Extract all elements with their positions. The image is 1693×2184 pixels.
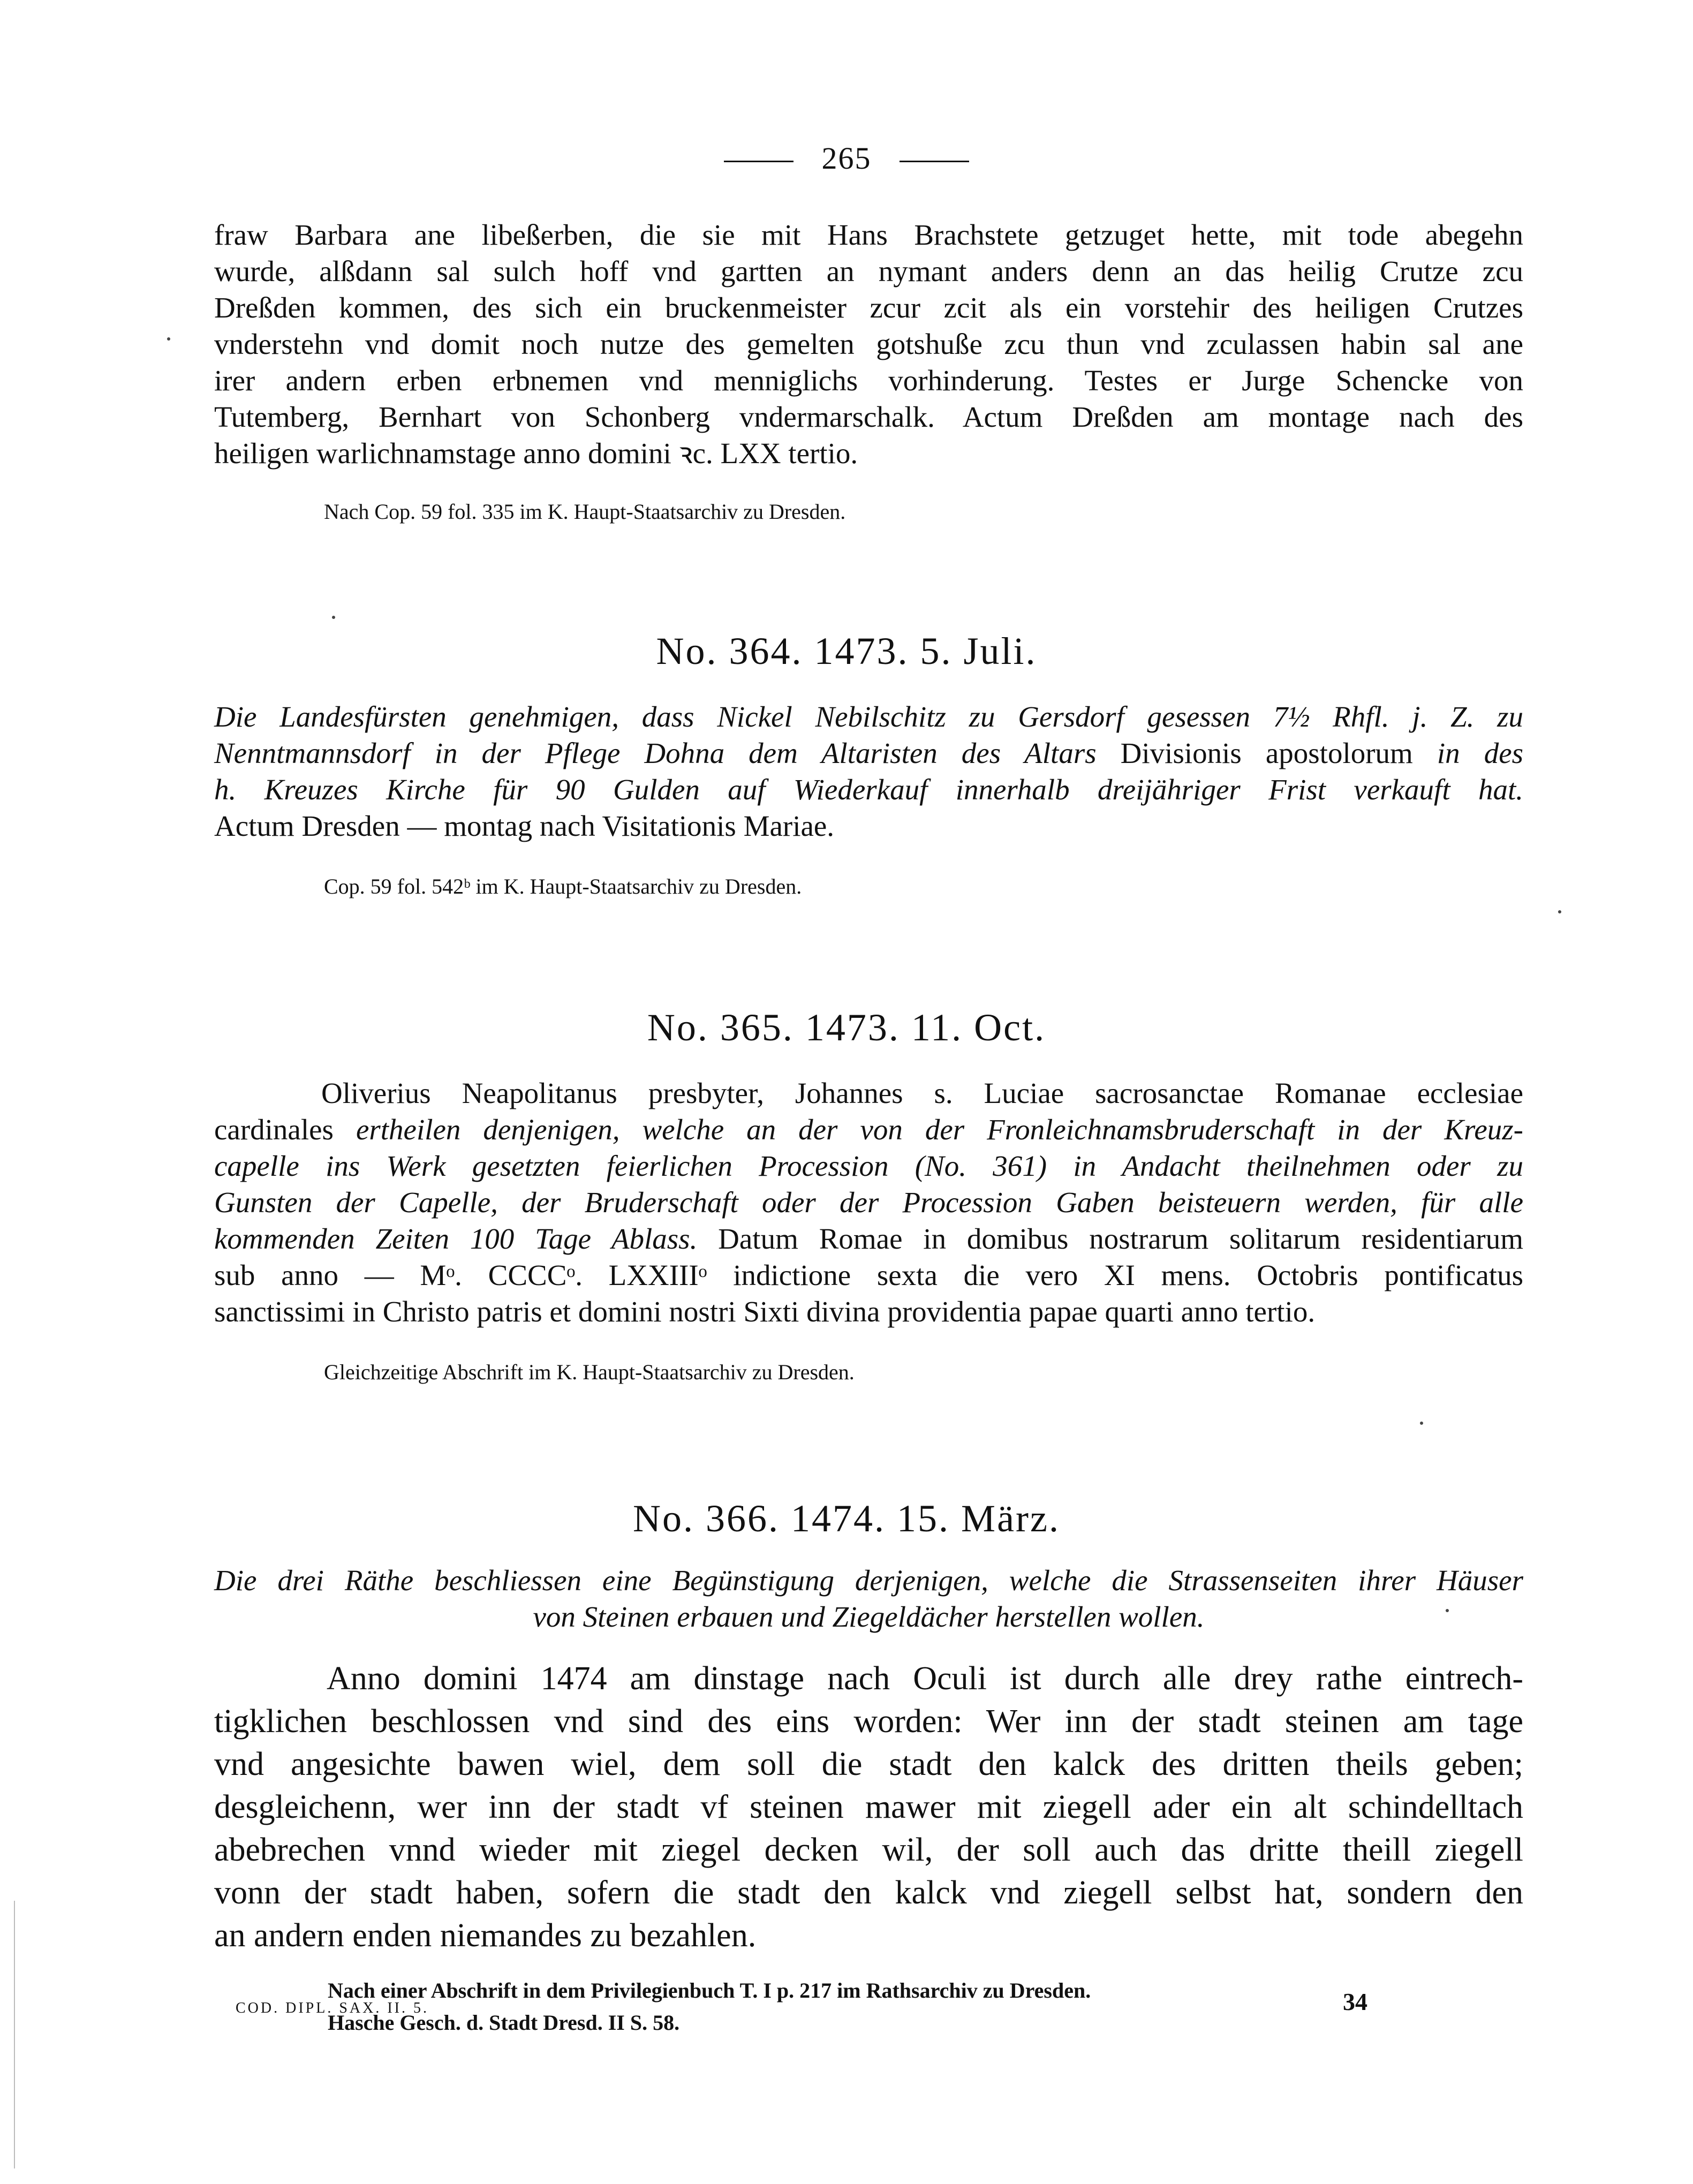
continuation-text <box>214 217 1523 472</box>
italic-segment: kommenden Zeiten 100 Tage Ablass. <box>214 1222 719 1255</box>
text-line: vonn der stadt haben, sofern die stadt den kalck vnd ziegell selbst hat, sondern den <box>214 1875 1523 1911</box>
italic-segment: capelle ins Werk gesetzten feierlichen Procession (No. 361) in Andacht theilnehmen oder zu <box>214 1150 1523 1182</box>
doc-366-sources-block <box>328 1975 1506 2039</box>
doc-365-title: No. 365. 1473. 11. Oct. <box>647 1006 1046 1049</box>
text-line <box>214 1148 1523 1184</box>
italic-segment: in des <box>1437 737 1524 769</box>
text-line <box>214 1221 1523 1257</box>
doc-365-text <box>214 1075 1523 1330</box>
page-header <box>0 140 1693 176</box>
header-rule-right <box>900 161 969 162</box>
text-line: vnd angesichte bawen wiel, dem soll die stadt den kalck des dritten theils geben; <box>214 1746 1523 1782</box>
italic-segment: h. Kreuzes Kirche für 90 Gulden auf Wiederkauf innerhalb dreijähriger Frist verkauft hat. <box>214 773 1523 806</box>
text-line: Anno domini 1474 am dinstage nach Oculi ist durch alle drey rathe eintrech- <box>327 1660 1523 1697</box>
doc-366-paragraph <box>214 1657 1523 1957</box>
text-line: vnderstehn vnd domit noch nutze des gemelten gotshuße zcu thun vnd zculassen habin sal ane <box>214 328 1523 360</box>
italic-segment: Die Landesfürsten genehmigen, dass Nickel Nebilschitz zu Gersdorf gesessen 7½ Rhfl. j. Z. zu <box>214 700 1523 733</box>
text-line <box>214 1112 1523 1148</box>
scan-speck <box>1446 1609 1449 1612</box>
text-line <box>214 1294 1523 1330</box>
text-line <box>214 1257 1523 1294</box>
doc-364-source-block <box>324 872 1502 902</box>
text-line: abebrechen vnnd wieder mit ziegel decken wil, der soll auch das dritte theill ziegell <box>214 1832 1523 1868</box>
text-line <box>214 808 1523 844</box>
text-line: Dreßden kommen, des sich ein bruckenmeister zcur zcit als ein vorstehir des heiligen Crutzes <box>214 291 1523 324</box>
doc-365-source: Gleichzeitige Abschrift im K. Haupt-Staatsarchiv zu Dresden. <box>324 1360 855 1384</box>
text-line <box>214 1184 1523 1221</box>
doc-364-source: Cop. 59 fol. 542ᵇ im K. Haupt-Staatsarchiv zu Dresden. <box>324 874 802 898</box>
doc-364-regest <box>214 699 1523 844</box>
text-line <box>214 735 1523 772</box>
doc-364-title: No. 364. 1473. 5. Juli. <box>656 630 1037 672</box>
continuation-source-block <box>324 497 1502 527</box>
scan-speck <box>1558 910 1561 913</box>
doc-366-title: No. 366. 1474. 15. März. <box>633 1497 1060 1540</box>
doc-366-regest-paragraph <box>214 1562 1523 1635</box>
text-line: von Steinen erbauen und Ziegeldächer herstellen wollen. <box>533 1600 1205 1633</box>
italic-segment: Nenntmannsdorf in der Pflege Dohna dem Altaristen des Altars <box>214 737 1121 769</box>
header-rule-left <box>724 161 793 162</box>
text-line: Die drei Räthe beschliessen eine Begünstigung derjenigen, welche die Strassenseiten ihrer Häuser <box>214 1564 1523 1597</box>
continuation-source: Nach Cop. 59 fol. 335 im K. Haupt-Staatsarchiv zu Dresden. <box>324 500 846 524</box>
scan-edge-line <box>14 1901 15 2168</box>
continuation-paragraph <box>214 217 1523 472</box>
roman-segment: Datum Romae in domibus nostrarum solitarum residentiarum <box>718 1222 1523 1255</box>
text-line: wurde, alßdann sal sulch hoff vnd gartten an nymant anders denn an das heilig Crutze zcu <box>214 255 1523 288</box>
doc-366-regest <box>214 1562 1523 1635</box>
footer-sheet-number: 34 <box>1343 1988 1367 2015</box>
text-line: irer andern erben erbnemen vnd menniglichs vorhinderung. Testes er Jurge Schencke von <box>214 364 1523 397</box>
text-line <box>214 699 1523 735</box>
scan-speck <box>167 337 170 341</box>
doc-365-source-block <box>324 1357 1502 1387</box>
roman-segment: Actum Dresden — montag nach Visitationis Mariae. <box>214 810 835 842</box>
roman-segment: cardinales <box>214 1113 356 1146</box>
roman-segment: Oliverius Neapolitanus presbyter, Johannes s. Luciae sacrosanctae Romanae ecclesiae <box>321 1077 1523 1109</box>
scan-speck <box>1420 1422 1423 1425</box>
italic-segment: ertheilen denjenigen, welche an der von der Fronleichnamsbruderschaft in der Kreuz- <box>356 1113 1524 1146</box>
doc-366-source-2: Hasche Gesch. d. Stadt Dresd. II S. 58. <box>328 2011 680 2035</box>
page-number: 265 <box>821 141 872 176</box>
italic-segment: Gunsten der Capelle, der Bruderschaft oder der Procession Gaben beisteuern werden, für alle <box>214 1186 1523 1219</box>
text-line: Tutemberg, Bernhart von Schonberg vndermarschalk. Actum Dreßden am montage nach des <box>214 400 1523 433</box>
doc-366-text <box>214 1657 1523 1957</box>
doc-365-paragraph <box>214 1075 1523 1330</box>
text-line: an andern enden niemandes zu bezahlen. <box>214 1917 757 1954</box>
text-line: heiligen warlichnamstage anno domini ꝛc. LXX tertio. <box>214 437 858 470</box>
roman-segment: sub anno — Mᵒ. CCCCᵒ. LXXIIIᵒ indictione sexta die vero XI mens. Octobris pontificatus <box>214 1259 1523 1291</box>
footer-signature: COD. DIPL. SAX. II. 5. <box>236 2000 429 2016</box>
roman-segment: Divisionis apostolorum <box>1120 737 1437 769</box>
scan-speck <box>332 616 335 619</box>
text-line <box>214 1075 1523 1112</box>
doc-364-regest-paragraph <box>214 699 1523 844</box>
roman-segment: sanctissimi in Christo patris et domini nostri Sixti divina providentia papae quarti anno tertio. <box>214 1295 1316 1328</box>
text-line: tigklichen beschlossen vnd sind des eins worden: Wer inn der stadt steinen am tage <box>214 1703 1523 1740</box>
text-line: desgleichenn, wer inn der stadt vf steinen mawer mit ziegell ader ein alt schindelltach <box>214 1789 1523 1825</box>
text-line: fraw Barbara ane libeßerben, die sie mit Hans Brachstete getzuget hette, mit tode abegehn <box>214 218 1523 251</box>
doc-366-source-1: Nach einer Abschrift in dem Privilegienbuch T. I p. 217 im Rathsarchiv zu Dresden. <box>328 1978 1091 2002</box>
text-line <box>214 772 1523 808</box>
